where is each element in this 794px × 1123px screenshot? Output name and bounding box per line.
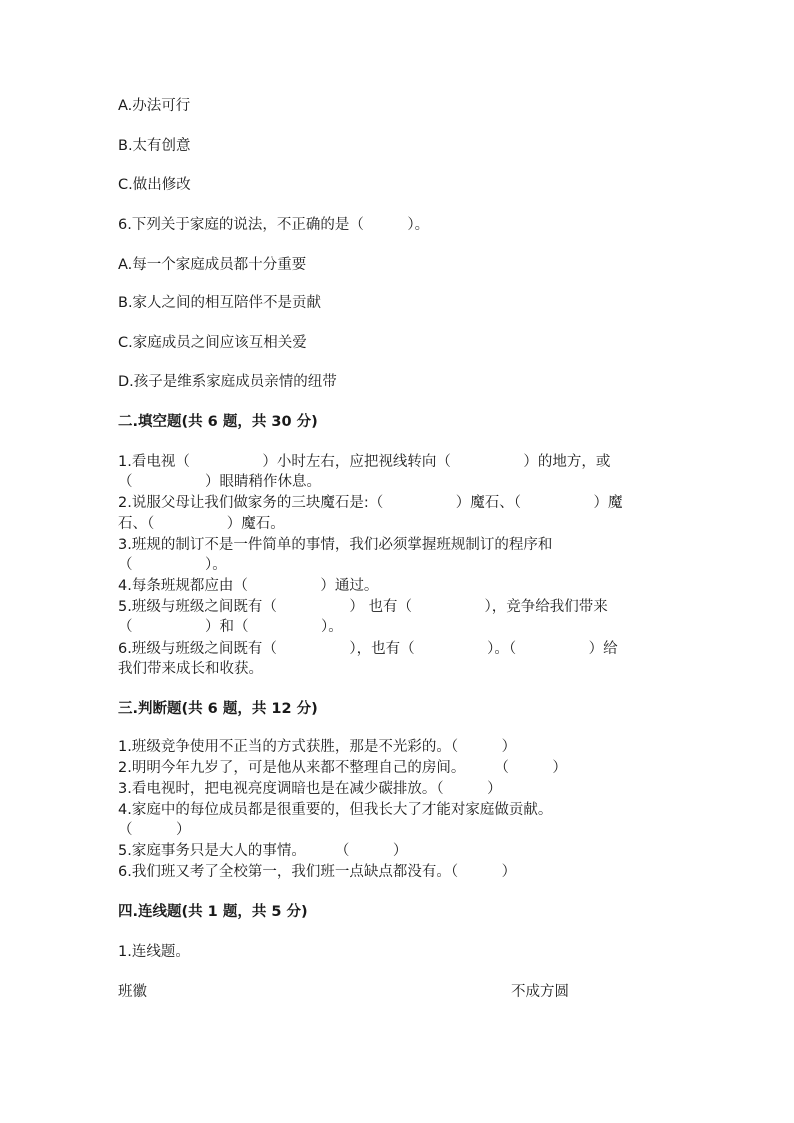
judgement-line: 3.看电视时，把电视亮度调暗也是在减少碳排放。（ ） (118, 781, 502, 797)
judgement-line: 5.家庭事务只是大人的事情。 （ ） (118, 843, 408, 859)
fill-blank-line: （ ）和（ ）。 (118, 619, 343, 635)
q5-option-a: A.办法可行 (118, 98, 191, 114)
judgement-line: 6.我们班又考了全校第一，我们班一点缺点都没有。（ ） (118, 864, 517, 880)
fill-blank-line: 石、（ ）魔石。 (118, 516, 285, 532)
fill-blank-line: 1.看电视（ ）小时左右，应把视线转向（ ）的地方，或 (118, 454, 611, 470)
fill-blank-line: （ ）眼睛稍作休息。 (118, 474, 321, 490)
fill-blank-line: 2.说服父母让我们做家务的三块魔石是:（ ）魔石、（ ）魔 (118, 495, 623, 511)
q6-option-c: C.家庭成员之间应该互相关爱 (118, 335, 307, 351)
fill-blank-line: 我们带来成长和收获。 (118, 661, 263, 677)
q5-option-b: B.太有创意 (118, 138, 191, 154)
judgement-line: 4.家庭中的每位成员都是很重要的，但我长大了才能对家庭做贡献。 (118, 802, 553, 818)
fill-blank-line: 6.班级与班级之间既有（ ），也有（ ）。（ ）给 (118, 641, 618, 657)
matching-question: 1.连线题。 (118, 944, 190, 960)
matching-left-item: 班徽 (118, 984, 147, 1000)
fill-blank-line: 4.每条班规都应由（ ）通过。 (118, 578, 379, 594)
q6-option-d: D.孩子是维系家庭成员亲情的纽带 (118, 374, 337, 390)
section-heading-fill-blank: 二.填空题(共 6 题，共 30 分) (118, 414, 318, 430)
fill-blank-line: （ ）。 (118, 557, 227, 573)
fill-blank-line: 3.班规的制订不是一件简单的事情，我们必须掌握班规制订的程序和 (118, 537, 553, 553)
matching-right-item: 不成方圆 (511, 984, 569, 1000)
q6-option-a: A.每一个家庭成员都十分重要 (118, 257, 307, 273)
judgement-line: （ ） (118, 822, 191, 838)
judgement-line: 2.明明今年九岁了，可是他从来都不整理自己的房间。 （ ） (118, 760, 567, 776)
section-heading-matching: 四.连线题(共 1 题，共 5 分) (118, 904, 308, 920)
q6-stem: 6.下列关于家庭的说法，不正确的是（ ）。 (118, 217, 430, 233)
q5-option-c: C.做出修改 (118, 177, 191, 193)
section-heading-judgement: 三.判断题(共 6 题，共 12 分) (118, 701, 318, 717)
fill-blank-line: 5.班级与班级之间既有（ ） 也有（ ），竞争给我们带来 (118, 599, 608, 615)
judgement-line: 1.班级竞争使用不正当的方式获胜，那是不光彩的。（ ） (118, 739, 517, 755)
q6-option-b: B.家人之间的相互陪伴不是贡献 (118, 295, 322, 311)
